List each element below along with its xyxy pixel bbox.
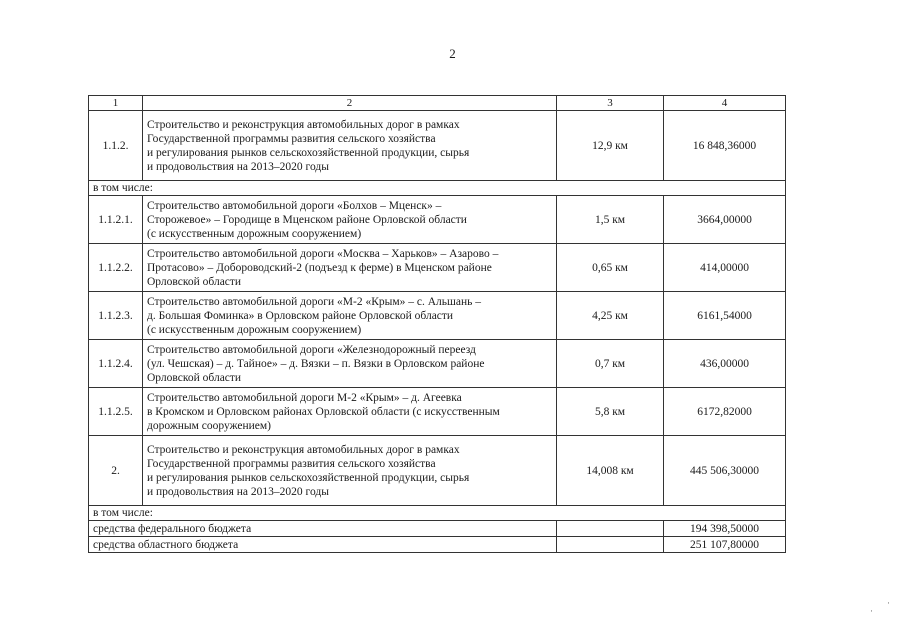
description-line: Строительство и реконструкция автомобильных дорог в рамках [147,443,460,456]
table-row [89,436,786,506]
header-col-2: 2 [143,96,557,111]
table-row [89,244,786,292]
row-length: 1,5 км [557,196,664,244]
description-line: и продовольствия на 2013–2020 годы [147,485,329,498]
description-line: Орловской области [147,371,242,384]
table-row [89,196,786,244]
row-amount: 6172,82000 [664,388,786,436]
row-amount: 3664,00000 [664,196,786,244]
description-line: (с искусственным дорожным сооружением) [147,323,362,336]
description-line: Государственной программы развития сельского хозяйства [147,457,436,470]
description-line: дорожным сооружением) [147,419,272,432]
row-amount: 436,00000 [664,340,786,388]
row-description [143,111,557,181]
regional-budget-row [89,537,786,553]
table-header-row [89,96,786,111]
federal-budget-empty [557,521,664,537]
row-amount: 414,00000 [664,244,786,292]
row-number: 1.1.2.5. [89,388,143,436]
description-line: и регулирования рынков сельскохозяйственной продукции, сырья [147,471,470,484]
regional-budget-amount: 251 107,80000 [664,537,786,553]
row-length: 12,9 км [557,111,664,181]
regional-budget-label: средства областного бюджета [89,537,557,553]
table-row [89,292,786,340]
row-number: 1.1.2.2. [89,244,143,292]
page-number: 2 [449,46,456,61]
description-line: Орловской области [147,275,242,288]
federal-budget-amount: 194 398,50000 [664,521,786,537]
header-col-1: 1 [89,96,143,111]
row-length: 0,65 км [557,244,664,292]
description-line: Строительство автомобильной дороги М-2 «Крым» – д. Агеевка [147,391,462,404]
row-length: 4,25 км [557,292,664,340]
header-col-3: 3 [557,96,664,111]
row-description [143,244,557,292]
including-row [89,181,786,196]
description-line: Сторожевое» – Городище в Мценском районе Орловской области [147,213,467,226]
row-length: 14,008 км [557,436,664,506]
row-amount: 16 848,36000 [664,111,786,181]
description-line: Государственной программы развития сельского хозяйства [147,132,436,145]
row-description [143,436,557,506]
scan-speck: · [887,598,890,608]
roads-table [88,95,786,553]
including-label: в том числе: [89,506,786,521]
regional-budget-empty [557,537,664,553]
row-length: 5,8 км [557,388,664,436]
federal-budget-label: средства федерального бюджета [89,521,557,537]
header-col-4: 4 [664,96,786,111]
row-number: 1.1.2.4. [89,340,143,388]
row-number: 1.1.2.3. [89,292,143,340]
row-description [143,292,557,340]
description-line: (с искусственным дорожным сооружением) [147,227,362,240]
description-line: (ул. Чешская) – д. Тайное» – д. Вязки – п. Вязки в Орловском районе [147,357,485,370]
federal-budget-row [89,521,786,537]
table-row [89,111,786,181]
row-number: 1.1.2. [89,111,143,181]
description-line: и продовольствия на 2013–2020 годы [147,160,329,173]
description-line: Строительство и реконструкция автомобильных дорог в рамках [147,118,460,131]
row-number: 1.1.2.1. [89,196,143,244]
row-description [143,196,557,244]
description-line: Строительство автомобильной дороги «Болхов – Мценск» – [147,199,442,212]
row-description [143,340,557,388]
row-amount: 6161,54000 [664,292,786,340]
row-amount: 445 506,30000 [664,436,786,506]
description-line: Строительство автомобильной дороги «М-2 «Крым» – с. Альшань – [147,295,481,308]
row-number: 2. [89,436,143,506]
table-row [89,388,786,436]
description-line: Строительство автомобильной дороги «Железнодорожный переезд [147,343,476,356]
row-description [143,388,557,436]
scan-speck: · [870,606,873,616]
table-row [89,340,786,388]
including-row [89,506,786,521]
description-line: и регулирования рынков сельскохозяйственной продукции, сырья [147,146,470,159]
description-line: д. Большая Фоминка» в Орловском районе Орловской области [147,309,454,322]
including-label: в том числе: [89,181,786,196]
description-line: Протасово» – Добороводский-2 (подъезд к ферме) в Мценском районе [147,261,492,274]
description-line: в Кромском и Орловском районах Орловской области (с искусственным [147,405,500,418]
description-line: Строительство автомобильной дороги «Москва – Харьков» – Азарово – [147,247,499,260]
row-length: 0,7 км [557,340,664,388]
